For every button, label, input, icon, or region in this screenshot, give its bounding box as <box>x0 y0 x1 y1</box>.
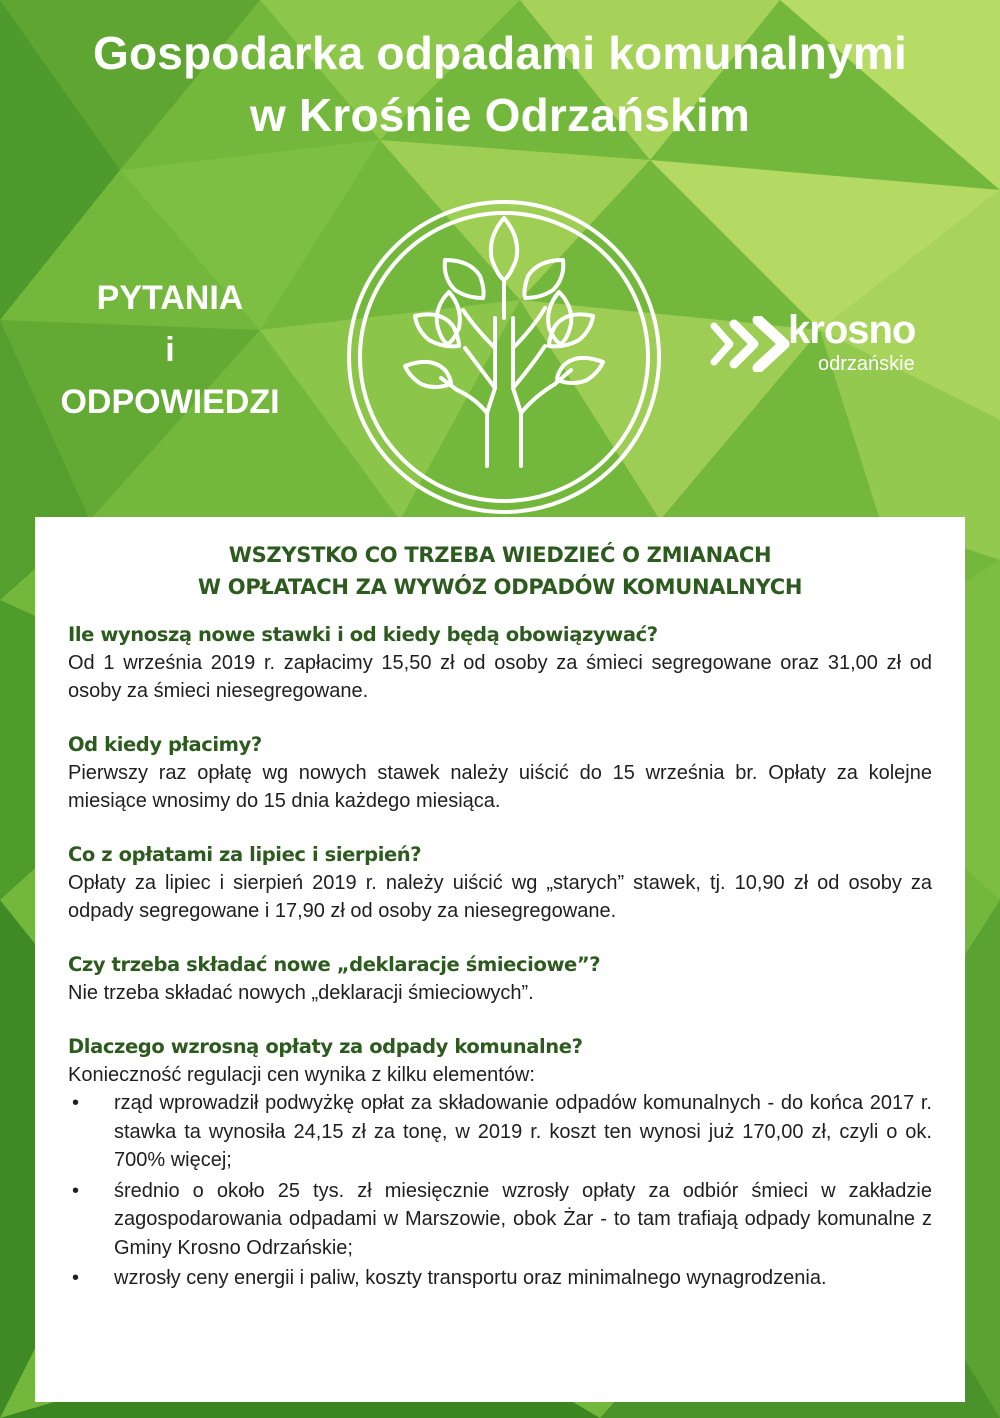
title-line-2: w Krośnie Odrzańskim <box>250 89 750 141</box>
list-item <box>68 1177 932 1263</box>
answer-1: Od 1 września 2019 r. zapłacimy 15,50 zł od osoby za śmieci segregowane oraz 31,00 zł od osoby za śmieci niesegregowane. <box>68 652 932 702</box>
bullet-icon: • <box>72 1267 80 1289</box>
logo-word: krosno <box>788 308 916 352</box>
info-card <box>35 517 965 1402</box>
chevrons-icon <box>708 316 792 372</box>
title-line-1: Gospodarka odpadami komunalnymi <box>93 27 907 79</box>
answer-3: Opłaty za lipiec i sierpień 2019 r. należy uiścić wg „starych” stawek, tj. 10,90 zł od osoby za odpady segregowane i 17,90 zł od osoby za niesegregowane. <box>68 872 932 922</box>
qa-label <box>40 272 300 428</box>
reasons-list <box>68 1089 932 1293</box>
list-item-text: rząd wprowadził podwyżkę opłat za składowanie odpadów komunalnych - do końca 2017 r. stawka ta wynosiła 24,15 zł za tonę, w 2019 r. koszt ten wynosi już 170,00 zł, czyli o ok. 700% więcej; <box>114 1092 932 1171</box>
question-1: Ile wynoszą nowe stawki i od kiedy będą obowiązywać? <box>68 623 658 646</box>
question-2: Od kiedy płacimy? <box>68 733 262 756</box>
list-item-text: wzrosły ceny energii i paliw, koszty transportu oraz minimalnego wynagrodzenia. <box>114 1267 827 1289</box>
card-title <box>68 539 932 603</box>
qa-label-line-1: PYTANIA <box>96 279 244 317</box>
question-4: Czy trzeba składać nowe „deklaracje śmieciowe”? <box>68 953 601 976</box>
page-title <box>0 22 1000 146</box>
logo-subtitle: odrzańskie <box>818 353 915 375</box>
question-3: Co z opłatami za lipiec i sierpień? <box>68 843 422 866</box>
list-item <box>68 1089 932 1175</box>
bullet-icon: • <box>72 1092 80 1114</box>
card-title-line-2: W OPŁATACH ZA WYWÓZ ODPADÓW KOMUNALNYCH <box>197 575 803 599</box>
card-title-line-1: WSZYSTKO CO TRZEBA WIEDZIEĆ O ZMIANACH <box>228 543 772 567</box>
qa-label-line-2: i <box>165 331 175 369</box>
tree-icon <box>345 198 663 516</box>
list-item-text: średnio o około 25 tys. zł miesięcznie wzrosły opłaty za odbiór śmieci w zakładzie zagospodarowania odpadami w Marszowie, obok Żar - to tam trafiają odpady komunalne z Gminy Krosno Odrzańskie; <box>114 1179 932 1259</box>
list-item <box>68 1264 932 1293</box>
qa-label-line-3: ODPOWIEDZI <box>60 383 280 421</box>
krosno-logo <box>708 308 948 382</box>
answer-2: Pierwszy raz opłatę wg nowych stawek należy uiścić do 15 września br. Opłaty za kolejne miesiące wnosimy do 15 dnia każdego miesiąca. <box>68 762 932 812</box>
answer-4: Nie trzeba składać nowych „deklaracji śmieciowych”. <box>68 982 534 1004</box>
answer-5-intro: Konieczność regulacji cen wynika z kilku elementów: <box>68 1064 535 1086</box>
bullet-icon: • <box>72 1179 80 1202</box>
question-5: Dlaczego wzrosną opłaty za odpady komunalne? <box>68 1035 583 1058</box>
